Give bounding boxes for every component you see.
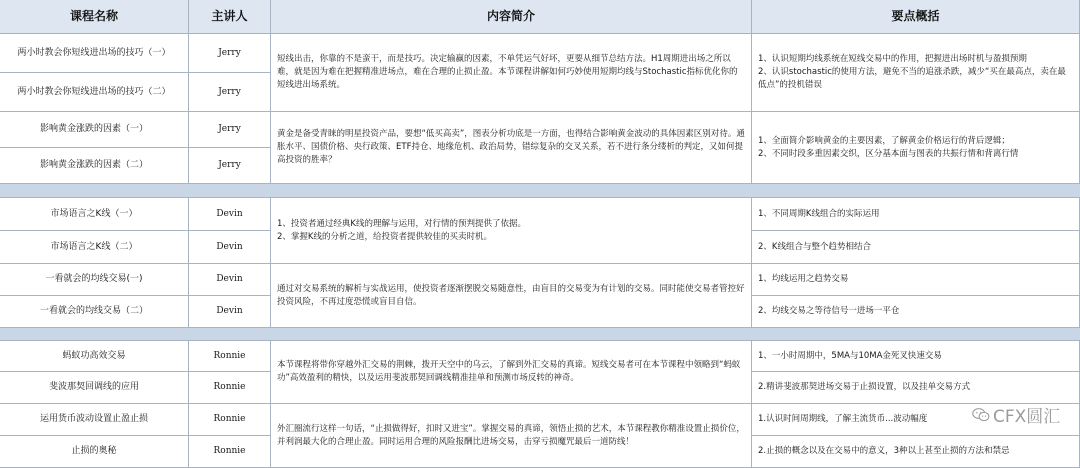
- course-name: 市场语言之K线（二）: [0, 231, 189, 264]
- watermark: [972, 402, 1060, 427]
- speaker-name: Ronnie: [189, 436, 271, 468]
- header-points: 要点概括: [752, 0, 1080, 34]
- course-point: 1、一小时周期中，5MA与10MA金死叉快速交易: [752, 341, 1080, 372]
- speaker-name: Jerry: [189, 112, 271, 148]
- group-separator: [0, 328, 1080, 341]
- course-intro: 通过对交易系统的解析与实战运用，使投资者逐渐摆脱交易随意性，由盲目的交易变为有计划的交易。同时能使交易者管控好投资风险，不再过度恐慌或盲目自信。: [271, 264, 752, 328]
- course-name: 止损的奥秘: [0, 436, 189, 468]
- course-point: 1.认识时间周期线，了解主流货币...波动幅度: [752, 404, 1080, 436]
- course-name: 运用货币波动设置止盈止损: [0, 404, 189, 436]
- course-name: 两小时教会你短线进出场的技巧（二）: [0, 73, 189, 112]
- header-course-name: 课程名称: [0, 0, 189, 34]
- speaker-name: Devin: [189, 264, 271, 296]
- speaker-name: Devin: [189, 296, 271, 328]
- course-name: 影响黄金涨跌的因素（二）: [0, 148, 189, 184]
- course-points: 1、认识短期均线系统在短线交易中的作用，把握进出场时机与盈损预期 2、认识stochastic的使用方法，避免不当的追涨杀跌，减少“买在最高点，卖在最低点”的投机错误: [752, 34, 1080, 112]
- course-intro: 黄金是备受青睐的明星投资产品，要想“低买高卖”，图表分析功底是一方面，也得结合影响黄金波动的具体因素区别对待。通胀水平、国债价格、央行政策、ETF持仓、地缘危机、政治局势，错综复杂的交叉关系，若不进行条分缕析的判定，又如何提高投资的胜率？: [271, 112, 752, 184]
- course-intro: 外汇圈流行这样一句话，“止损做得好，扣时又进宝”。掌握交易的真谛，领悟止损的艺术，本节课程教你精准设置止损价位，并利润最大化的合理止盈。同时运用合理的风险报酬比进场交易，击穿亏损魔咒最后一道防线！: [271, 404, 752, 468]
- course-name: 一看就会的均线交易（二）: [0, 296, 189, 328]
- course-point: 1、均线运用之趋势交易: [752, 264, 1080, 296]
- course-name: 斐波那契回调线的应用: [0, 372, 189, 404]
- wechat-icon: [972, 407, 990, 423]
- speaker-name: Devin: [189, 198, 271, 231]
- speaker-name: Jerry: [189, 73, 271, 112]
- speaker-name: Devin: [189, 231, 271, 264]
- course-points: 1、全面简介影响黄金的主要因素，了解黄金价格运行的背后逻辑； 2、不同时段多重因素交织，区分基本面与图表的共振行情和背离行情: [752, 112, 1080, 184]
- course-intro: 短线出击，你靠的不是蛮干，而是技巧。决定输赢的因素，不单凭运气好坏，更要从细节总结方法。H1周期进出场之所以难，就是因为难在把握精准进场点，难在合理的止损止盈。本节课程讲解如何巧妙使用短期均线与Stochastic指标优化你的短线进出场系统。: [271, 34, 752, 112]
- course-point: 2.止损的概念以及在交易中的意义，3种以上甚至止损的方法和禁忌: [752, 436, 1080, 468]
- group-separator: [0, 184, 1080, 198]
- watermark-text: CFX圆汇: [993, 407, 1061, 427]
- course-point: 1、不同周期K线组合的实际运用: [752, 198, 1080, 231]
- course-name: 两小时教会你短线进出场的技巧（一）: [0, 34, 189, 73]
- course-intro: 本节课程将带你穿越外汇交易的荆棘，拨开天空中的乌云，了解到外汇交易的真谛。短线交易者可在本节课程中领略到“蚂蚁功”高效盈利的精快，以及运用斐波那契回调线精准挂单和预测市场反转的神奇。: [271, 341, 752, 404]
- course-name: 蚂蚁功高效交易: [0, 341, 189, 372]
- course-point: 2、均线交易之等待信号一进场一平仓: [752, 296, 1080, 328]
- speaker-name: Jerry: [189, 34, 271, 73]
- speaker-name: Jerry: [189, 148, 271, 184]
- speaker-name: Ronnie: [189, 341, 271, 372]
- header-speaker: 主讲人: [189, 0, 271, 34]
- course-point: 2.精讲斐波那契进场交易于止损设置，以及挂单交易方式: [752, 372, 1080, 404]
- course-name: 一看就会的均线交易(一): [0, 264, 189, 296]
- speaker-name: Ronnie: [189, 372, 271, 404]
- header-intro: 内容简介: [271, 0, 752, 34]
- course-point: 2、K线组合与整个趋势相结合: [752, 231, 1080, 264]
- course-name: 市场语言之K线（一）: [0, 198, 189, 231]
- speaker-name: Ronnie: [189, 404, 271, 436]
- course-name: 影响黄金涨跌的因素（一）: [0, 112, 189, 148]
- course-intro: 1、投资者通过经典K线的理解与运用，对行情的预判提供了依据。 2、掌握K线的分析之道，给投资者提供较佳的买卖时机。: [271, 198, 752, 264]
